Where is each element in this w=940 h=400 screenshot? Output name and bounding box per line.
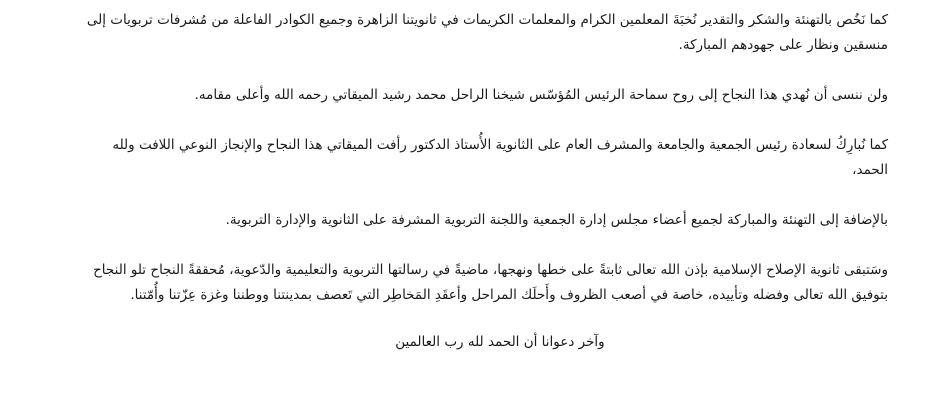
closing-line: وآخر دعوانا أن الحمد لله رب العالمين [395,334,605,350]
paragraph-dedication: ولن ننسى أن نُهدي هذا النجاح إلى روح سماحة الرئيس المُؤسّس شيخنا الراحل محمد رشيد الميقاتي رحمه الله وأعلى مقامه. [194,87,888,103]
paragraph-board-congratulations: بالإضافة إلى التهنئة والمباركة لجميع أعضاء مجلس إدارة الجمعية واللجنة التربوية المشرفة على الثانوية والإدارة التربوية. [225,212,888,228]
paragraph-school-mission: وسَتبقى ثانوية الإصلاح الإسلامية بإذن الله تعالى ثابتةً على خطها ونهجها، ماضيةً في رسالتها التربوية والتعليمية والدّعوية، مُحققةً النجاح تلو النجاح بتوفيق الله تعالى وفضله وتأييده، خاصة في أصعب الظروف وأَحلَك المراحل وأعقَدِ المَخاطِر التي تَعصف بمدينتنا ووطننا وغزة عِزّتنا وأُمّتنا. [93,262,888,303]
paragraph-thanks-teachers: كما نَخُص بالتهنئة والشكر والتقدير نُخبَةَ المعلمين الكرام والمعلمات الكريمات في ثانويتنا الزاهرة وجميع الكوادر الفاعلة من مُشرفات تربويات إلى منسقين ونظار على جهودهم المباركة. [86,12,888,53]
paragraph-congratulate-president: كما نُبارِكُ لسعادة رئيس الجمعية والجامعة والمشرف العام على الثانوية الأُستاذ الدكتور رأفت الميقاتي هذا النجاح والإنجاز النوعي اللافت ولله الحمد، [112,137,888,178]
